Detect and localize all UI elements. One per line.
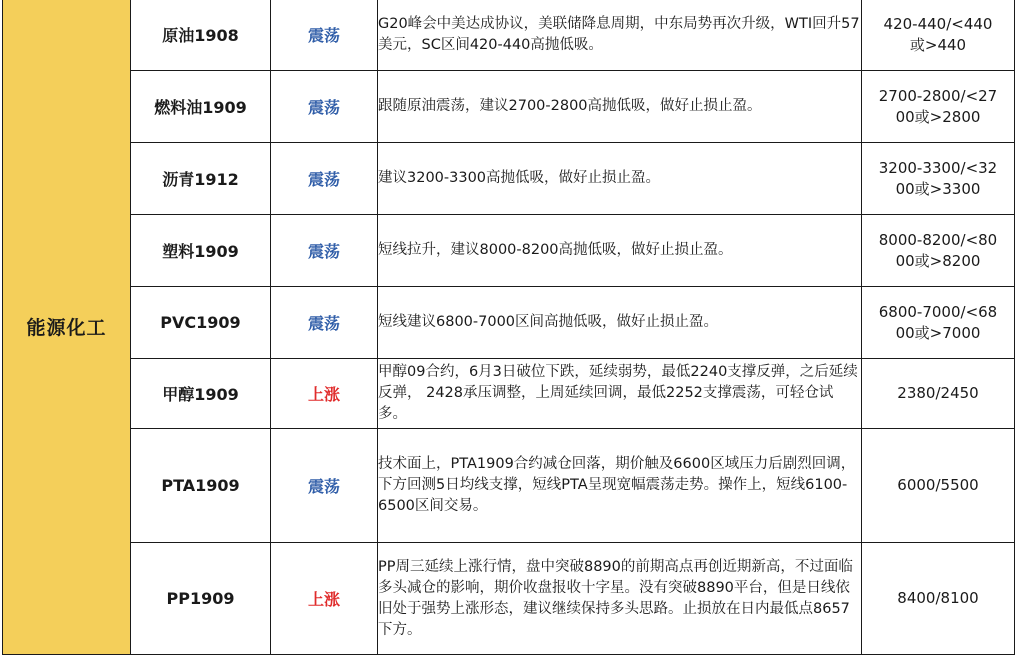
price-range-text: 420-440/<440或>440 xyxy=(883,14,993,54)
contract-name: 燃料油1909 xyxy=(131,71,271,143)
trend-label: 震荡 xyxy=(271,215,378,287)
trend-label: 上涨 xyxy=(271,359,378,429)
contract-name: 沥青1912 xyxy=(131,143,271,215)
price-range xyxy=(862,71,1015,143)
contract-name: PP1909 xyxy=(131,543,271,655)
table-row xyxy=(3,543,1015,655)
price-range xyxy=(862,543,1015,655)
strategy-text: 跟随原油震荡，建议2700-2800高抛低吸，做好止损止盈。 xyxy=(378,71,862,143)
trend-label: 震荡 xyxy=(271,429,378,543)
strategy-text: 技术面上，PTA1909合约减仓回落，期价触及6600区域压力后剧烈回调，下方回测5日均线支撑，短线PTA呈现宽幅震荡走势。操作上，短线6100-6500区间交易。 xyxy=(378,429,862,543)
price-range-text: 8400/8100 xyxy=(897,589,979,607)
strategy-text: 甲醇09合约，6月3日破位下跌，延续弱势，最低2240支撑反弹，之后延续反弹， 2428承压调整，上周延续回调，最低2252支撑震荡，可轻仓试多。 xyxy=(378,359,862,429)
price-range-text: 6000/5500 xyxy=(897,476,979,494)
contract-name: 原油1908 xyxy=(131,0,271,71)
price-range-text: 2380/2450 xyxy=(897,384,979,402)
strategy-text: 建议3200-3300高抛低吸，做好止损止盈。 xyxy=(378,143,862,215)
price-range xyxy=(862,429,1015,543)
trend-label: 震荡 xyxy=(271,143,378,215)
trend-label: 震荡 xyxy=(271,287,378,359)
price-range-text: 3200-3300/<3200或>3300 xyxy=(878,158,998,198)
price-range-text: 8000-8200/<8000或>8200 xyxy=(878,230,998,270)
trend-label: 震荡 xyxy=(271,0,378,71)
contract-name: 塑料1909 xyxy=(131,215,271,287)
sector-label: 能源化工 xyxy=(3,0,131,655)
trend-label: 上涨 xyxy=(271,543,378,655)
strategy-table xyxy=(2,0,1015,655)
strategy-text: PP周三延续上涨行情，盘中突破8890的前期高点再创近期新高，不过面临多头减仓的影响，期价收盘报收十字星。没有突破8890平台，但是日线依旧处于强势上涨形态，建议继续保持多头思路。止损放在日内最低点8657下方。 xyxy=(378,543,862,655)
table-row xyxy=(3,287,1015,359)
table-row xyxy=(3,429,1015,543)
price-range xyxy=(862,0,1015,71)
price-range xyxy=(862,359,1015,429)
price-range-text: 6800-7000/<6800或>7000 xyxy=(878,302,998,342)
contract-name: PVC1909 xyxy=(131,287,271,359)
table-row xyxy=(3,359,1015,429)
table-row xyxy=(3,143,1015,215)
contract-name: PTA1909 xyxy=(131,429,271,543)
price-range xyxy=(862,143,1015,215)
price-range xyxy=(862,215,1015,287)
price-range xyxy=(862,287,1015,359)
trend-label: 震荡 xyxy=(271,71,378,143)
table-row xyxy=(3,0,1015,71)
strategy-text: G20峰会中美达成协议，美联储降息周期，中东局势再次升级，WTI回升57美元，SC区间420-440高抛低吸。 xyxy=(378,0,862,71)
contract-name: 甲醇1909 xyxy=(131,359,271,429)
strategy-text: 短线建议6800-7000区间高抛低吸，做好止损止盈。 xyxy=(378,287,862,359)
table-row xyxy=(3,71,1015,143)
table-row xyxy=(3,215,1015,287)
price-range-text: 2700-2800/<2700或>2800 xyxy=(878,86,998,126)
strategy-text: 短线拉升，建议8000-8200高抛低吸，做好止损止盈。 xyxy=(378,215,862,287)
